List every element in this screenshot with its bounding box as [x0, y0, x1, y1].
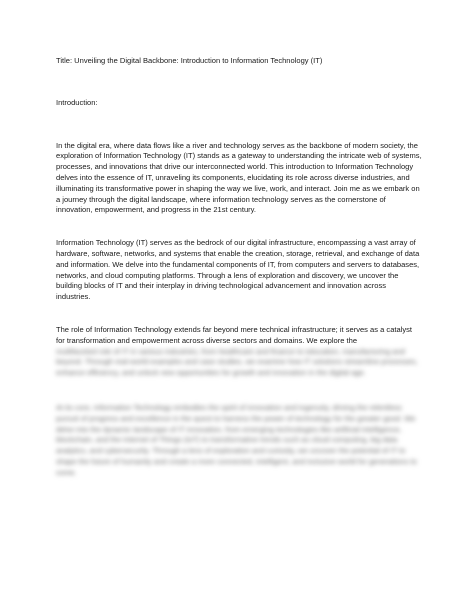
document-content	[56, 56, 422, 479]
paragraph-2: Information Technology (IT) serves as the bedrock of our digital infrastructure, encompassing a vast array of hardware, software, networks, and systems that enable the creation, storage, retrieval, and exchange of data and information. We delve into the fundamental components of IT, from computers and servers to databases, networks, and cloud computing platforms. Through a lens of exploration and discovery, we uncover the building blocks of IT and their interplay in driving technological advancement and innovation across industries.	[56, 238, 420, 302]
paragraph-4-blurred: At its core, Information Technology embodies the spirit of innovation and ingenuity, driving the relentless pursuit of progress and excellence in the quest to harness the power of technology for the greater good. We delve into the dynamic landscape of IT innovation, from emerging technologies like artificial intelligence, blockchain, and the Internet of Things (IoT) to transformative trends such as cloud computing, big data analytics, and cybersecurity. Through a lens of exploration and curiosity, we uncover the potential of IT to shape the future of humanity and create a more connected, intelligent, and inclusive world for generations to come.	[56, 402, 417, 477]
paragraph-3	[56, 325, 422, 379]
paragraph-1: In the digital era, where data flows like a river and technology serves as the backbone of modern society, the exploration of Information Technology (IT) stands as a gateway to understanding the intricate web of systems, processes, and innovations that drive our interconnected world. This introduction to Information Technology delves into the essence of IT, unraveling its components, elucidating its role across diverse industries, and illuminating its transformative power in shaping the way we live, work, and interact. Join me as we embark on a journey through the digital landscape, where information technology serves as the cornerstone of innovation, empowerment, and progress in the 21st century.	[56, 140, 422, 215]
document-title: Title: Unveiling the Digital Backbone: Introduction to Information Technology (IT)	[56, 56, 323, 65]
section-heading-introduction: Introduction:	[56, 97, 98, 107]
paragraph-3-visible-text: The role of Information Technology extends far beyond mere technical infrastructure; it serves as a catalyst for transformation and empowerment across diverse sectors and domains. We explore the	[56, 324, 413, 345]
paragraph-3-blurred-text: multifaceted role of IT in various industries, from healthcare and finance to education, manufacturing and beyond. Through real-world examples and case studies, we examine how IT solutions streamline processes, enhance efficiency, and unlock new opportunities for growth and innovation in the digital age.	[56, 346, 418, 378]
